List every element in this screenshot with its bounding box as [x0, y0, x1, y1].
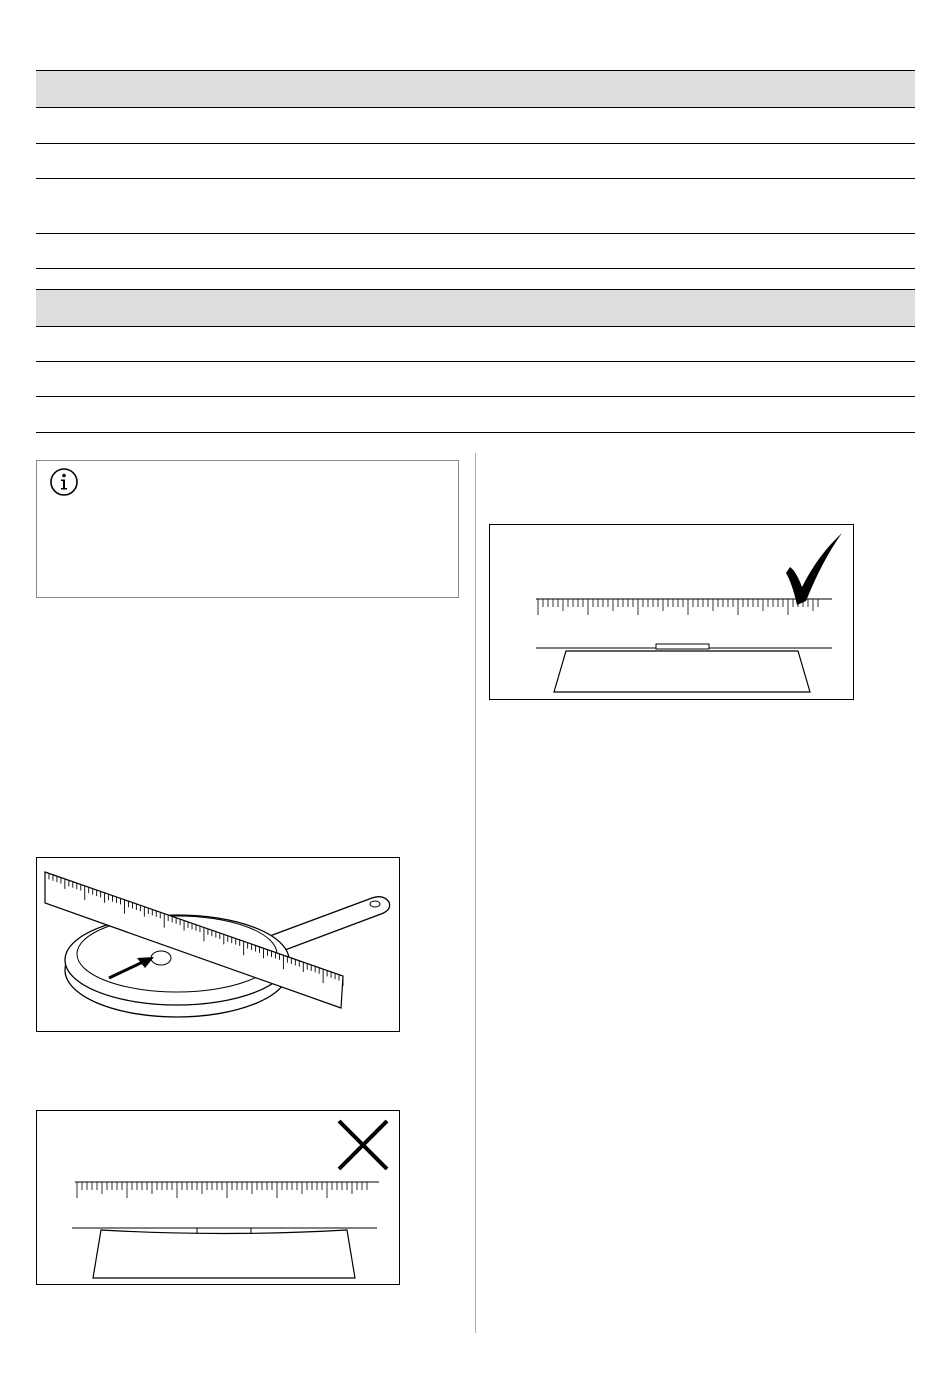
cross-icon [339, 1121, 387, 1169]
table-row [36, 144, 915, 179]
flat-pan-bottom-illustration [489, 524, 854, 700]
table-2 [36, 289, 915, 433]
checkmark-icon [786, 533, 842, 605]
table-row [36, 397, 915, 433]
table-1 [36, 70, 915, 269]
pan-with-ruler-illustration [36, 857, 400, 1032]
table-row [36, 108, 915, 144]
table-1-header [36, 70, 915, 108]
info-note-box [36, 460, 459, 598]
table-row [36, 179, 915, 234]
table-row [36, 327, 915, 362]
info-icon [49, 467, 79, 497]
table-row [36, 234, 915, 269]
scale-ticks [538, 599, 818, 615]
concave-pan-bottom-illustration [36, 1110, 400, 1285]
scale-ticks [77, 1182, 367, 1198]
table-2-header [36, 289, 915, 327]
table-row [36, 362, 915, 397]
column-divider [475, 453, 476, 1333]
